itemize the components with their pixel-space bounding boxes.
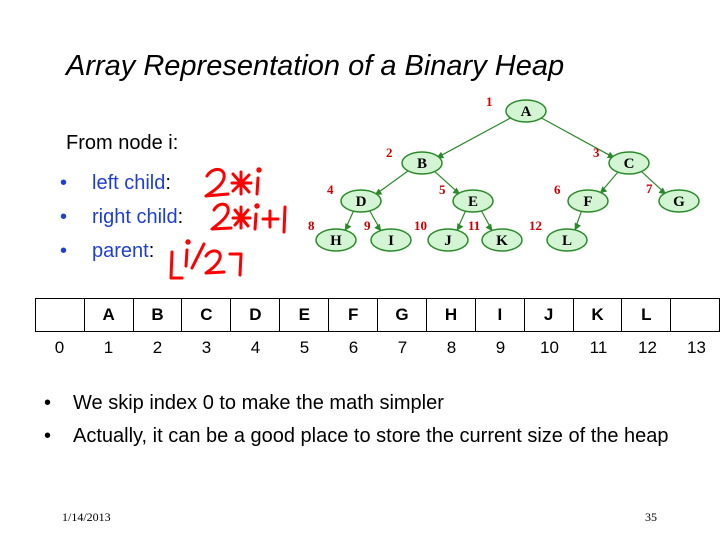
tree-node-h bbox=[308, 218, 356, 251]
tree-node-index: 6 bbox=[554, 182, 561, 197]
array-cell-9: I bbox=[475, 299, 524, 332]
array-cell-11: K bbox=[573, 299, 622, 332]
array-cell-5: E bbox=[280, 299, 329, 332]
array-index-12: 12 bbox=[638, 338, 657, 357]
array-index-2: 2 bbox=[152, 338, 163, 357]
bullet-label: parent bbox=[92, 239, 149, 262]
array-cell-8: H bbox=[427, 299, 476, 332]
tree-node-index: 9 bbox=[364, 218, 371, 233]
array-index-4: 4 bbox=[250, 338, 261, 357]
footer-page-number: 35 bbox=[645, 510, 657, 524]
note-item bbox=[44, 423, 684, 449]
tree-node-label: I bbox=[388, 233, 394, 249]
tree-node-label: A bbox=[520, 104, 532, 120]
tree-node-index: 10 bbox=[414, 218, 427, 233]
tree-node-label: L bbox=[561, 233, 573, 249]
tree-node-d bbox=[327, 182, 381, 212]
tree-node-index: 1 bbox=[486, 94, 493, 109]
binary-heap-tree bbox=[290, 90, 710, 260]
bullet-dot: • bbox=[44, 425, 52, 447]
tree-node-label: H bbox=[330, 233, 342, 249]
footer-date: 1/14/2013 bbox=[62, 510, 111, 524]
array-cell-3: C bbox=[182, 299, 231, 332]
tree-node-label: D bbox=[355, 194, 367, 210]
array-cell-7: G bbox=[378, 299, 427, 332]
handwriting-right-child bbox=[212, 204, 285, 232]
tree-edge-arrowhead bbox=[575, 222, 581, 230]
bullet-dot: • bbox=[60, 205, 68, 228]
tree-node-label: B bbox=[416, 156, 428, 172]
array-cell-6: F bbox=[329, 299, 378, 332]
array-index-6: 6 bbox=[348, 338, 359, 357]
bullet-dot: • bbox=[60, 171, 68, 194]
array-index-10: 10 bbox=[540, 338, 559, 357]
handwriting-left-child bbox=[206, 169, 260, 196]
tree-node-a bbox=[486, 94, 546, 122]
array-index-7: 7 bbox=[397, 338, 408, 357]
array-cell-10: J bbox=[524, 299, 573, 332]
bullet-colon: : bbox=[165, 171, 171, 194]
tree-node-index: 12 bbox=[529, 218, 542, 233]
array-index-8: 8 bbox=[446, 338, 457, 357]
heap-array bbox=[35, 298, 720, 332]
tree-edges bbox=[345, 116, 667, 231]
note-item bbox=[44, 390, 684, 416]
array-cell-2: B bbox=[133, 299, 182, 332]
array-cell-4: D bbox=[231, 299, 280, 332]
note-text: We skip index 0 to make the math simpler bbox=[73, 392, 444, 414]
tree-node-label: J bbox=[444, 233, 452, 249]
notes-list bbox=[44, 390, 684, 456]
tree-node-label: K bbox=[496, 233, 508, 249]
array-index-9: 9 bbox=[495, 338, 506, 357]
tree-node-index: 3 bbox=[593, 145, 600, 160]
array-index-row bbox=[35, 338, 720, 358]
bullet-dot: • bbox=[44, 392, 52, 414]
array-row bbox=[36, 299, 720, 332]
array-cell-13 bbox=[671, 299, 720, 332]
tree-node-index: 5 bbox=[439, 182, 446, 197]
bullet-colon: : bbox=[148, 239, 155, 262]
note-text: Actually, it can be a good place to store the current size of the heap bbox=[73, 425, 669, 447]
tree-node-label: C bbox=[623, 156, 635, 172]
tree-node-index: 11 bbox=[468, 218, 481, 233]
array-index-1: 1 bbox=[103, 338, 114, 357]
tree-node-c bbox=[593, 145, 649, 174]
slide-title: Array Representation of a Binary Heap bbox=[66, 50, 565, 82]
handwriting-parent bbox=[171, 241, 241, 278]
from-node-label: From node i: bbox=[66, 132, 179, 154]
tree-edge bbox=[538, 116, 614, 158]
tree-node-i bbox=[364, 218, 411, 251]
tree-nodes bbox=[308, 94, 699, 251]
array-index-5: 5 bbox=[299, 338, 310, 357]
tree-edge bbox=[436, 116, 513, 158]
array-cell-1: A bbox=[84, 299, 133, 332]
array-index-11: 11 bbox=[589, 338, 608, 357]
array-index-3: 3 bbox=[201, 338, 212, 357]
bullet-colon: : bbox=[177, 205, 184, 228]
array-index-0: 0 bbox=[54, 338, 65, 357]
tree-node-l bbox=[529, 218, 587, 251]
tree-node-index: 7 bbox=[646, 181, 653, 196]
tree-node-label: F bbox=[583, 194, 593, 210]
tree-node-label: E bbox=[467, 194, 479, 210]
tree-node-index: 2 bbox=[386, 145, 393, 160]
array-index-13: 13 bbox=[687, 338, 706, 357]
bullet-dot: • bbox=[60, 239, 68, 262]
tree-node-e bbox=[439, 182, 493, 212]
tree-node-f bbox=[554, 182, 608, 212]
array-cell-12: L bbox=[622, 299, 671, 332]
bullet-label: right child bbox=[92, 205, 178, 228]
tree-node-k bbox=[468, 218, 522, 251]
tree-node-index: 8 bbox=[308, 218, 315, 233]
tree-node-index: 4 bbox=[327, 182, 334, 197]
tree-node-label: G bbox=[673, 194, 685, 210]
tree-node-b bbox=[386, 145, 442, 174]
tree-node-g bbox=[646, 181, 699, 212]
array-cell-0 bbox=[36, 299, 85, 332]
bullet-label: left child bbox=[92, 171, 166, 194]
